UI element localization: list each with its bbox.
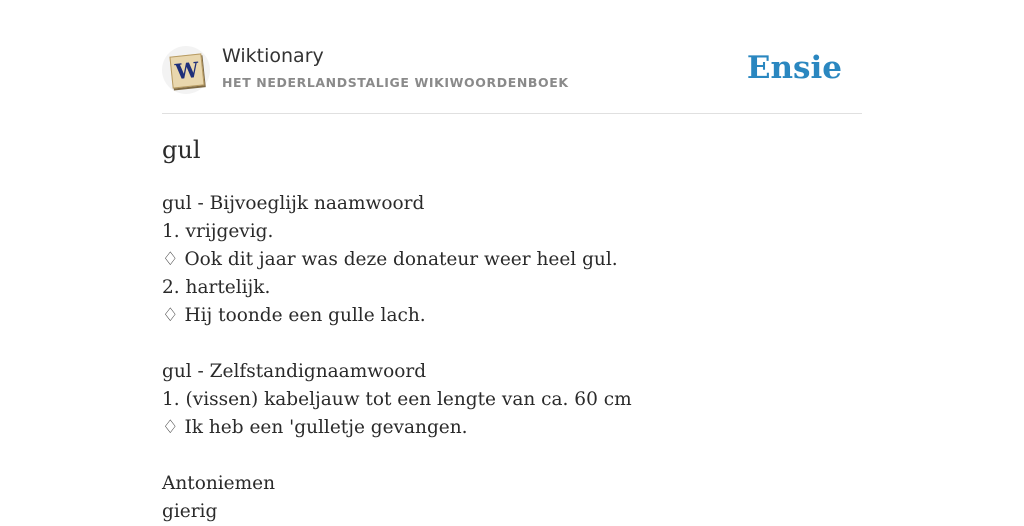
definition-line: 1. (vissen) kabeljauw tot een lengte van ca. 60 cm (162, 389, 632, 410)
definition-line: 1. vrijgevig. (162, 221, 274, 242)
site-subtitle: HET NEDERLANDSTALIGE WIKIWOORDENBOEK (222, 75, 569, 90)
pos-heading-noun: gul - Zelfstandignaamwoord (162, 361, 427, 382)
spacer (162, 442, 632, 470)
logo-letter: W (173, 56, 200, 85)
page-container (162, 0, 862, 522)
example-line: ♢ Ik heb een 'gulletje gevangen. (162, 417, 468, 438)
example-line: ♢ Ook dit jaar was deze donateur weer heel gul. (162, 249, 618, 270)
antonyms-heading: Antoniemen (162, 473, 276, 494)
ensie-brand-link[interactable]: Ensie (746, 50, 842, 86)
site-name[interactable]: Wiktionary (222, 45, 324, 67)
logo-tile (169, 53, 204, 88)
spacer (162, 330, 632, 358)
wiktionary-logo-icon[interactable] (162, 46, 210, 94)
definition-content (162, 190, 632, 526)
definition-line: 2. hartelijk. (162, 277, 271, 298)
pos-heading-adjective: gul - Bijvoeglijk naamwoord (162, 193, 425, 214)
antonym-item: gierig (162, 501, 218, 522)
page-title: gul (162, 136, 201, 164)
header (162, 0, 862, 114)
example-line: ♢ Hij toonde een gulle lach. (162, 305, 426, 326)
